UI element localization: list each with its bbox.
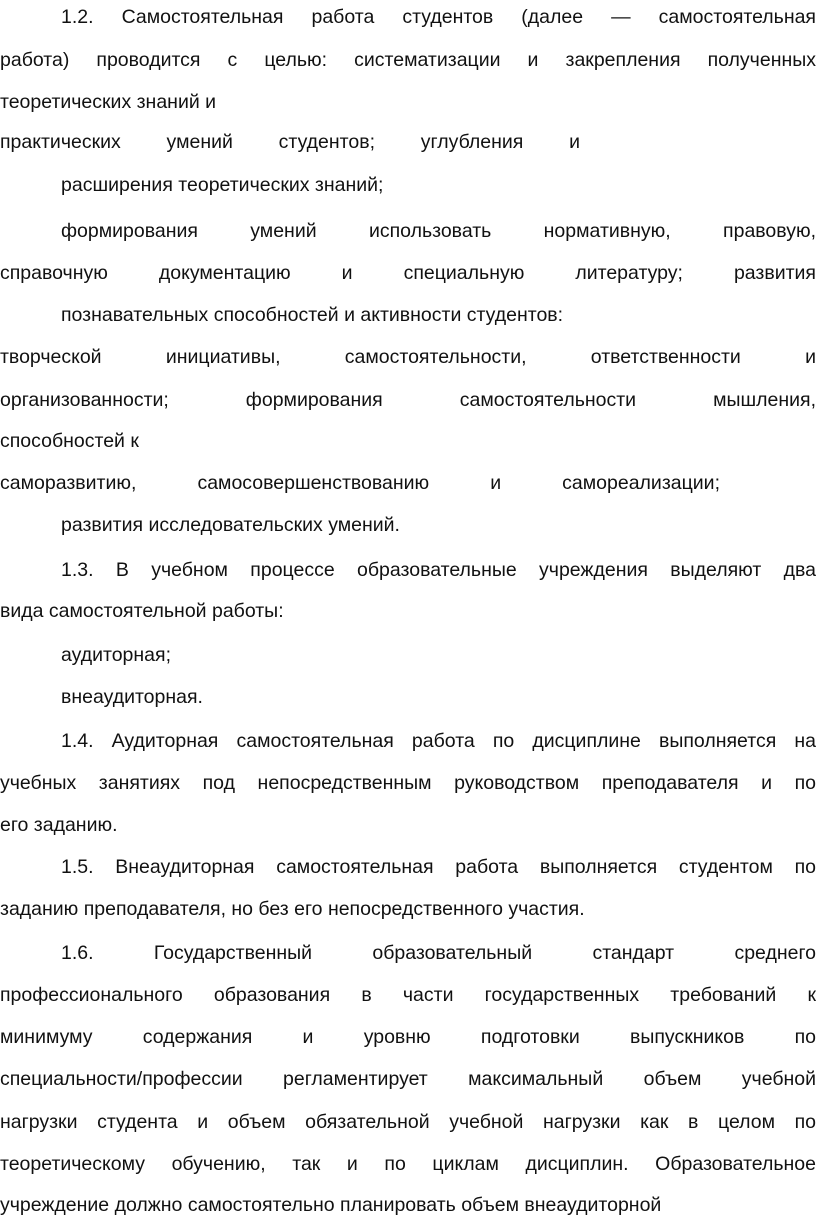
work-type-item: аудиторная; <box>61 644 171 666</box>
goals-list-line: творческой инициативы, самостоятельности, ответственности и <box>0 346 816 368</box>
paragraph-1-4-line: 1.4. Аудиторная самостоятельная работа по дисциплине выполняется на <box>61 730 816 752</box>
paragraph-1-6-line: специальности/профессии регламентирует максимальный объем учебной <box>0 1068 816 1090</box>
paragraph-1-3-line: 1.3. В учебном процессе образовательные учреждения выделяют два <box>61 559 816 581</box>
goals-list-line: практических умений студентов; углубления и <box>0 131 580 153</box>
goals-list-line: способностей к <box>0 430 139 452</box>
goals-list-line: организованности; формирования самостоятельности мышления, <box>0 389 816 411</box>
paragraph-1-6-line: учреждение должно самостоятельно планировать объем внеаудиторной <box>0 1194 662 1216</box>
paragraph-1-6-line: 1.6. Государственный образовательный стандарт среднего <box>61 942 816 964</box>
goals-list-line: расширения теоретических знаний; <box>61 174 384 196</box>
paragraph-1-6-line: теоретическому обучению, так и по циклам дисциплин. Образовательное <box>0 1153 816 1175</box>
paragraph-1-4-line: его заданию. <box>0 814 118 836</box>
goals-list-line: саморазвитию, самосовершенствованию и самореализации; <box>0 472 720 494</box>
paragraph-1-2-line: теоретических знаний и <box>0 91 217 113</box>
paragraph-1-6-line: профессионального образования в части государственных требований к <box>0 984 816 1006</box>
paragraph-1-2-line: работа) проводится с целью: систематизации и закрепления полученных <box>0 49 816 71</box>
goals-list-line: развития исследовательских умений. <box>61 514 400 536</box>
paragraph-1-4-line: учебных занятиях под непосредственным руководством преподавателя и по <box>0 772 816 794</box>
work-type-item: внеаудиторная. <box>61 686 203 708</box>
paragraph-1-6-line: нагрузки студента и объем обязательной учебной нагрузки как в целом по <box>0 1111 816 1133</box>
paragraph-1-5-line: 1.5. Внеаудиторная самостоятельная работа выполняется студентом по <box>61 856 816 878</box>
paragraph-1-3-line: вида самостоятельной работы: <box>0 600 284 622</box>
goals-list-line: справочную документацию и специальную литературу; развития <box>0 262 816 284</box>
paragraph-1-5-line: заданию преподавателя, но без его непосредственного участия. <box>0 898 585 920</box>
goals-list-line: познавательных способностей и активности студентов: <box>61 304 564 326</box>
goals-list-line: формирования умений использовать нормативную, правовую, <box>61 220 816 242</box>
paragraph-1-6-line: минимуму содержания и уровню подготовки выпускников по <box>0 1026 816 1048</box>
paragraph-1-2-line: 1.2. Самостоятельная работа студентов (далее — самостоятельная <box>61 6 816 28</box>
